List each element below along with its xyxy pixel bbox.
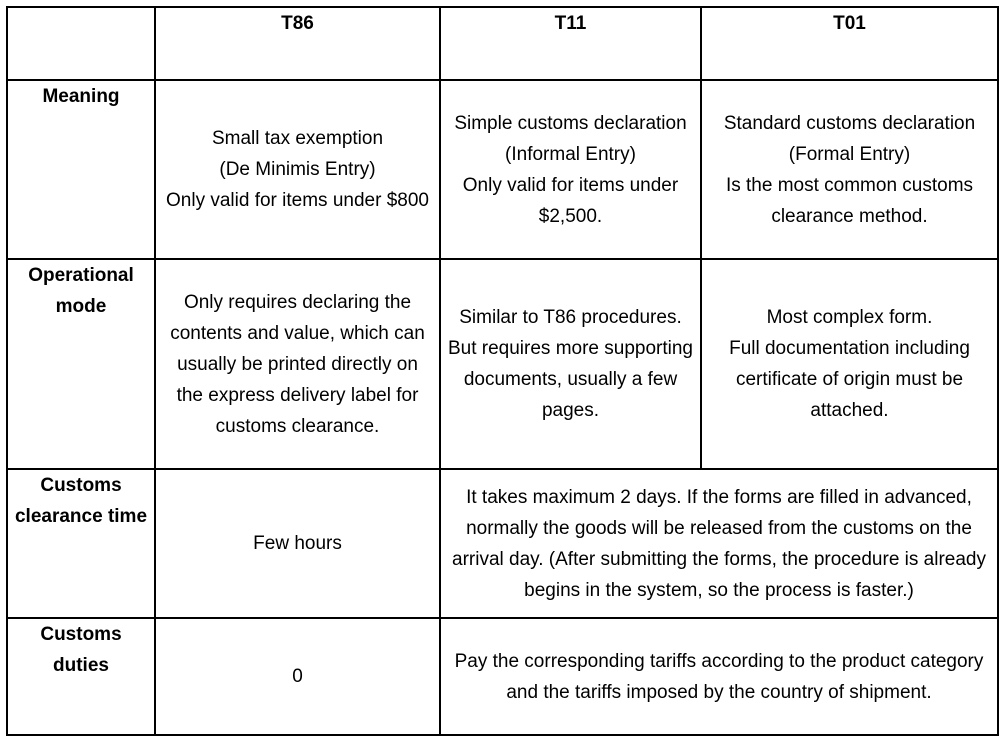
customs-comparison-table — [6, 6, 999, 736]
cell-meaning-t11: Simple customs declaration (Informal Entry) Only valid for items under $2,500. — [440, 80, 701, 259]
column-header-t86: T86 — [155, 7, 440, 80]
table-row-meaning — [7, 80, 998, 259]
cell-customs-duties-t86: 0 — [155, 618, 440, 735]
cell-operational-mode-t01: Most complex form. Full documentation including certificate of origin must be attached. — [701, 259, 998, 469]
row-header-customs-duties: Customs duties — [7, 618, 155, 735]
column-header-t01: T01 — [701, 7, 998, 80]
row-header-operational-mode: Operational mode — [7, 259, 155, 469]
table-row-customs-duties — [7, 618, 998, 735]
cell-customs-duties-t11-t01: Pay the corresponding tariffs according to the product category and the tariffs imposed by the country of shipment. — [440, 618, 998, 735]
cell-meaning-t01: Standard customs declaration (Formal Entry) Is the most common customs clearance method. — [701, 80, 998, 259]
cell-operational-mode-t86: Only requires declaring the contents and value, which can usually be printed directly on the express delivery label for customs clearance. — [155, 259, 440, 469]
column-header-t11: T11 — [440, 7, 701, 80]
cell-operational-mode-t11: Similar to T86 procedures. But requires more supporting documents, usually a few pages. — [440, 259, 701, 469]
cell-meaning-t86: Small tax exemption (De Minimis Entry) Only valid for items under $800 — [155, 80, 440, 259]
corner-cell — [7, 7, 155, 80]
cell-clearance-time-t86: Few hours — [155, 469, 440, 618]
cell-clearance-time-t11-t01: It takes maximum 2 days. If the forms are filled in advanced, normally the goods will be released from the customs on the arrival day. (After submitting the forms, the procedure is already begins in the system, so the process is faster.) — [440, 469, 998, 618]
row-header-clearance-time: Customs clearance time — [7, 469, 155, 618]
row-header-meaning: Meaning — [7, 80, 155, 259]
table-row-operational-mode — [7, 259, 998, 469]
header-row — [7, 7, 998, 80]
table-row-clearance-time — [7, 469, 998, 618]
